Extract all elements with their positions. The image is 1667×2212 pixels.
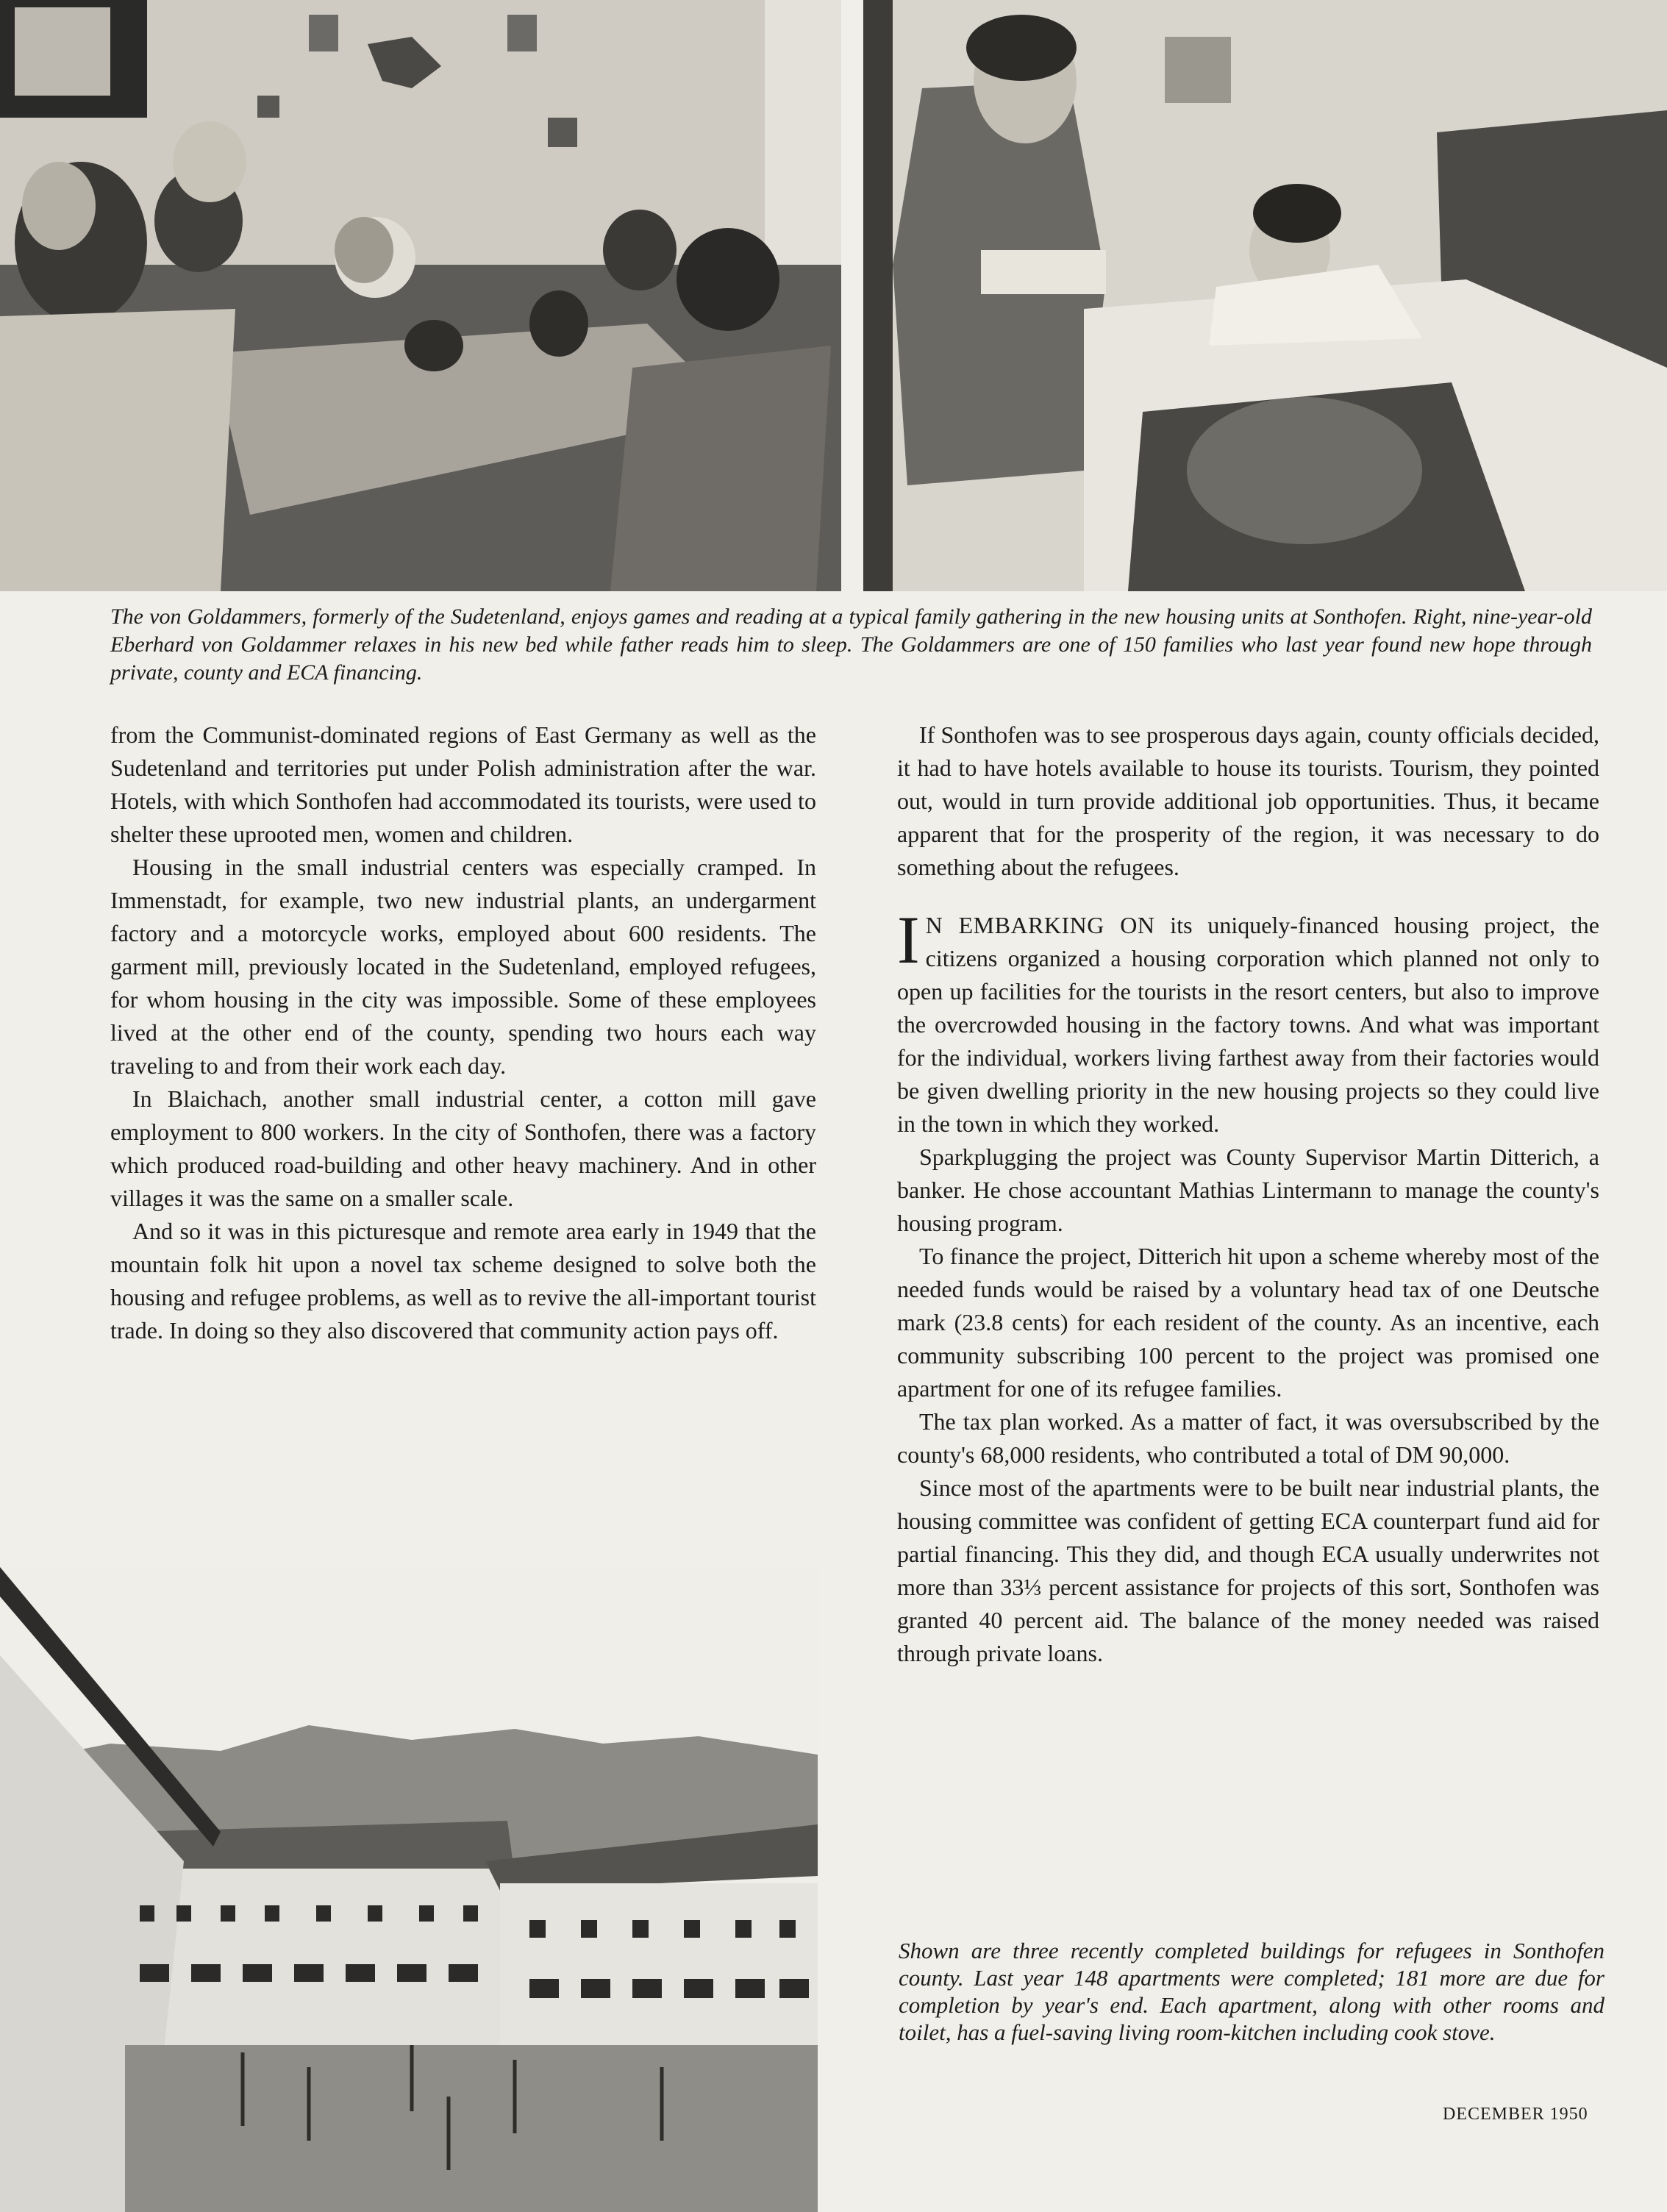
photo-apartment-buildings bbox=[0, 1567, 818, 2212]
drop-cap: I bbox=[897, 902, 920, 977]
left-paragraph-1: from the Communist-dominated regions of East Germany as well as the Sudetenland and territories put under Polish administration after the war. Hotels, with which Sonthofen had accommodated its tourists, were used to shelter these uprooted men, women and children. bbox=[110, 721, 816, 847]
left-text-column bbox=[110, 718, 816, 1347]
right-paragraph-2-text: its uniquely-financed housing project, the citizens organized a housing corporation which planned not only to open up facilities for the tourists in the resort centers, but also to improve the overcrowded housing in the factory towns. And what was important for the individual, workers living farthest away from their factories would be given dwelling priority in the new housing projects so they could live in the town in which they worked. bbox=[897, 912, 1600, 1137]
photo-family-gathering bbox=[0, 0, 841, 591]
top-photo-caption: The von Goldammers, formerly of the Sudetenland, enjoys games and reading at a typical family gathering in the new housing units at Sonthofen. Right, nine-year-old Eberhard von Goldammer relaxes in his new bed while father reads him to sleep. The Goldammers are one of 150 families who last year found new hope through private, county and ECA financing. bbox=[110, 604, 1592, 685]
right-paragraph-1: If Sonthofen was to see prosperous days again, county officials decided, it had to have hotels available to house its tourists. Tourism, they pointed out, would in turn provide additional job opportunities. Thus, it became apparent that for the prosperity of the region, it was necessary to do something about the refugees. bbox=[897, 721, 1599, 880]
right-paragraph-2 bbox=[897, 902, 1600, 1141]
right-text-column bbox=[897, 718, 1599, 1670]
right-paragraph-4: To finance the project, Ditterich hit upon a scheme whereby most of the needed funds would be raised by a voluntary head tax of one Deutsche mark (23.8 cents) for each resident of the county. As an incentive, each community subscribing 100 percent to the project was promised one apartment for one of its refugee families. bbox=[897, 1243, 1599, 1402]
page-footer-date: DECEMBER 1950 bbox=[1443, 2105, 1588, 2124]
left-paragraph-4: And so it was in this picturesque and remote area early in 1949 that the mountain folk hit upon a novel tax scheme designed to solve both the housing and refugee problems, as well as to revive the all-important tourist trade. In doing so they also discovered that community action pays off. bbox=[110, 1218, 816, 1344]
right-paragraph-3: Sparkplugging the project was County Supervisor Martin Ditterich, a banker. He chose accountant Mathias Lintermann to manage the county's housing program. bbox=[897, 1144, 1599, 1236]
section-lead-in: N EMBARKING ON bbox=[925, 912, 1155, 938]
left-paragraph-2: Housing in the small industrial centers was especially cramped. In Immenstadt, for example, two new industrial plants, an undergarment factory and a motorcycle works, employed about 600 residents. The garment mill, previously located in the Sudetenland, employed refugees, for whom housing in the city was impossible. Some of these employees lived at the other end of the county, spending two hours each way traveling to and from their work each day. bbox=[110, 854, 816, 1079]
right-paragraph-6: Since most of the apartments were to be built near industrial plants, the housing committee was confident of getting ECA counterpart fund aid for partial financing. This they did, and though ECA usually underwrites not more than 33⅓ percent assistance for projects of this sort, Sonthofen was granted 40 percent aid. The balance of the money needed was raised through private loans. bbox=[897, 1474, 1599, 1666]
photo-father-reading bbox=[863, 0, 1667, 591]
left-paragraph-3: In Blaichach, another small industrial center, a cotton mill gave employment to 800 workers. In the city of Sonthofen, there was a factory which produced road-building and other heavy machinery. And in other villages it was the same on a smaller scale. bbox=[110, 1085, 816, 1211]
right-paragraph-5: The tax plan worked. As a matter of fact, it was oversubscribed by the county's 68,000 residents, who contributed a total of DM 90,000. bbox=[897, 1408, 1599, 1468]
bottom-photo-caption: Shown are three recently completed buildings for refugees in Sonthofen county. Last year 148 apartments were completed; 181 more are due for completion by year's end. Each apartment, along with other rooms and toilet, has a fuel-saving living room-kitchen including cook stove. bbox=[899, 1938, 1604, 2045]
